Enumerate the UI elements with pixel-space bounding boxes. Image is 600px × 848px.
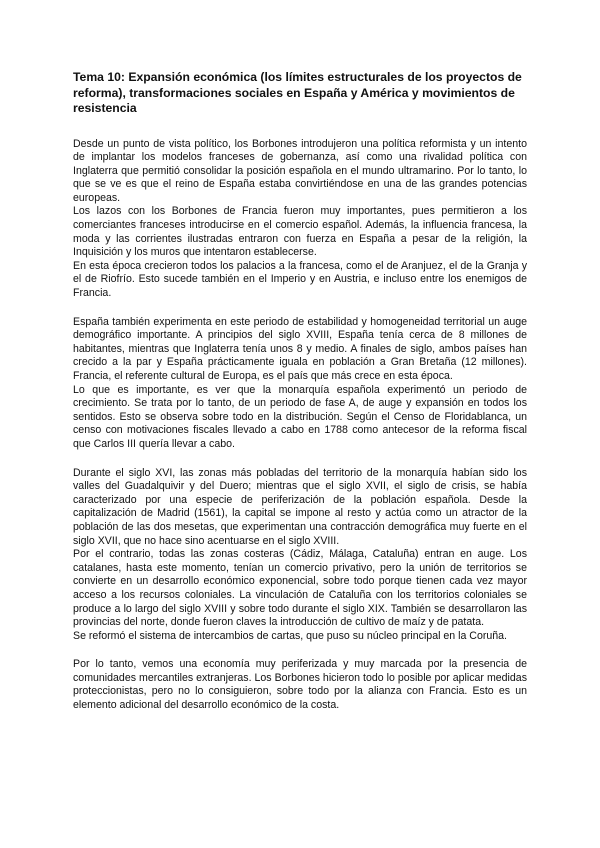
paragraph: Los lazos con los Borbones de Francia fueron muy importantes, pues permitieron a los comerciantes franceses introducirse en el comercio español. Además, la influencia francesa, la moda y las corrientes ilustradas entraron con fuerza en España a pesar de la religión, la Inquisición y los muros que intentaron establecerse. — [73, 205, 527, 259]
paragraph: Se reformó el sistema de intercambios de cartas, que puso su núcleo principal en la Coruña. — [73, 629, 507, 642]
section-population-distribution — [73, 467, 527, 644]
document-title: Tema 10: Expansión económica (los límites estructurales de los proyectos de reforma), transformaciones sociales en España y América y movimientos de resistencia — [73, 70, 522, 115]
paragraph: En esta época crecieron todos los palacios a la francesa, como el de Aranjuez, el de la Granja y el de Riofrío. Esto sucede también en el Imperio y en Austria, e incluso entre los enemigos de Francia. — [73, 259, 527, 300]
paragraph: España también experimenta en este periodo de estabilidad y homogeneidad territorial un auge demográfico importante. A principios del siglo XVIII, España tenía cerca de 8 millones de habitantes, mientras que Inglaterra tenía unos 8 y medio. A finales de siglo, ambos países han crecido a la par y España prácticamente iguala en población a Gran Bretaña (12 millones). Francia, el referente cultural de Europa, es el país que más crece en esta época. — [73, 315, 527, 382]
section-politics — [73, 138, 527, 301]
paragraph: Durante el siglo XVI, las zonas más pobladas del territorio de la monarquía habían sido los valles del Guadalquivir y del Duero; mientras que el siglo XVII, el siglo de crisis, se había caracterizado por una especie de periferización de la población española. Desde la capitalización de Madrid (1561), la capital se impone al resto y actúa como un atractor de la población de las dos mesetas, que experimentan una contracción demográfica muy fuerte en el siglo XVII, que no hace sino acentuarse en el siglo XVIII. — [73, 466, 527, 547]
paragraph: Por lo tanto, vemos una economía muy periferizada y muy marcada por la presencia de comunidades mercantiles extranjeras. Los Borbones hicieron todo lo posible por aplicar medidas proteccionistas, pero no lo consiguieron, sobre todo por la alianza con Francia. Esto es un elemento adicional del desarrollo económico de la costa. — [73, 658, 527, 712]
paragraph: Por el contrario, todas las zonas costeras (Cádiz, Málaga, Cataluña) entran en auge. Los catalanes, hasta este momento, tenían un comercio privativo, pero la unión de territorios se convierte en un desarrollo económico exponencial, sobre todo porque tienen cada vez mayor acceso a los recursos coloniales. La vinculación de Cataluña con los territorios coloniales se produce a lo largo del siglo XVIII y sobre todo durante el siglo XIX. También se desarrollaron las provincias del norte, donde fueron claves la introducción de cultivo de maíz y de patata. — [73, 548, 527, 629]
paragraph: Lo que es importante, es ver que la monarquía española experimentó un periodo de crecimiento. Se trata por lo tanto, de un periodo de fase A, de auge y expansión en todos los sentidos. Esto se observa sobre todo en la distribución. Según el Censo de Floridablanca, un censo con motivaciones fiscales llevado a cabo en 1788 como antecesor de la reforma fiscal que Carlos III quería llevar a cabo. — [73, 383, 527, 450]
paragraph: Desde un punto de vista político, los Borbones introdujeron una política reformista y un intento de implantar los modelos franceses de gobernanza, así como una rivalidad política con Inglaterra que permitió consolidar la posición española en el mundo ultramarino. Por lo tanto, lo que se ve es que el reino de España estaba convirtiéndose en una de las grandes potencias europeas. — [73, 137, 527, 204]
section-economy — [73, 658, 527, 712]
section-demography — [73, 316, 527, 452]
